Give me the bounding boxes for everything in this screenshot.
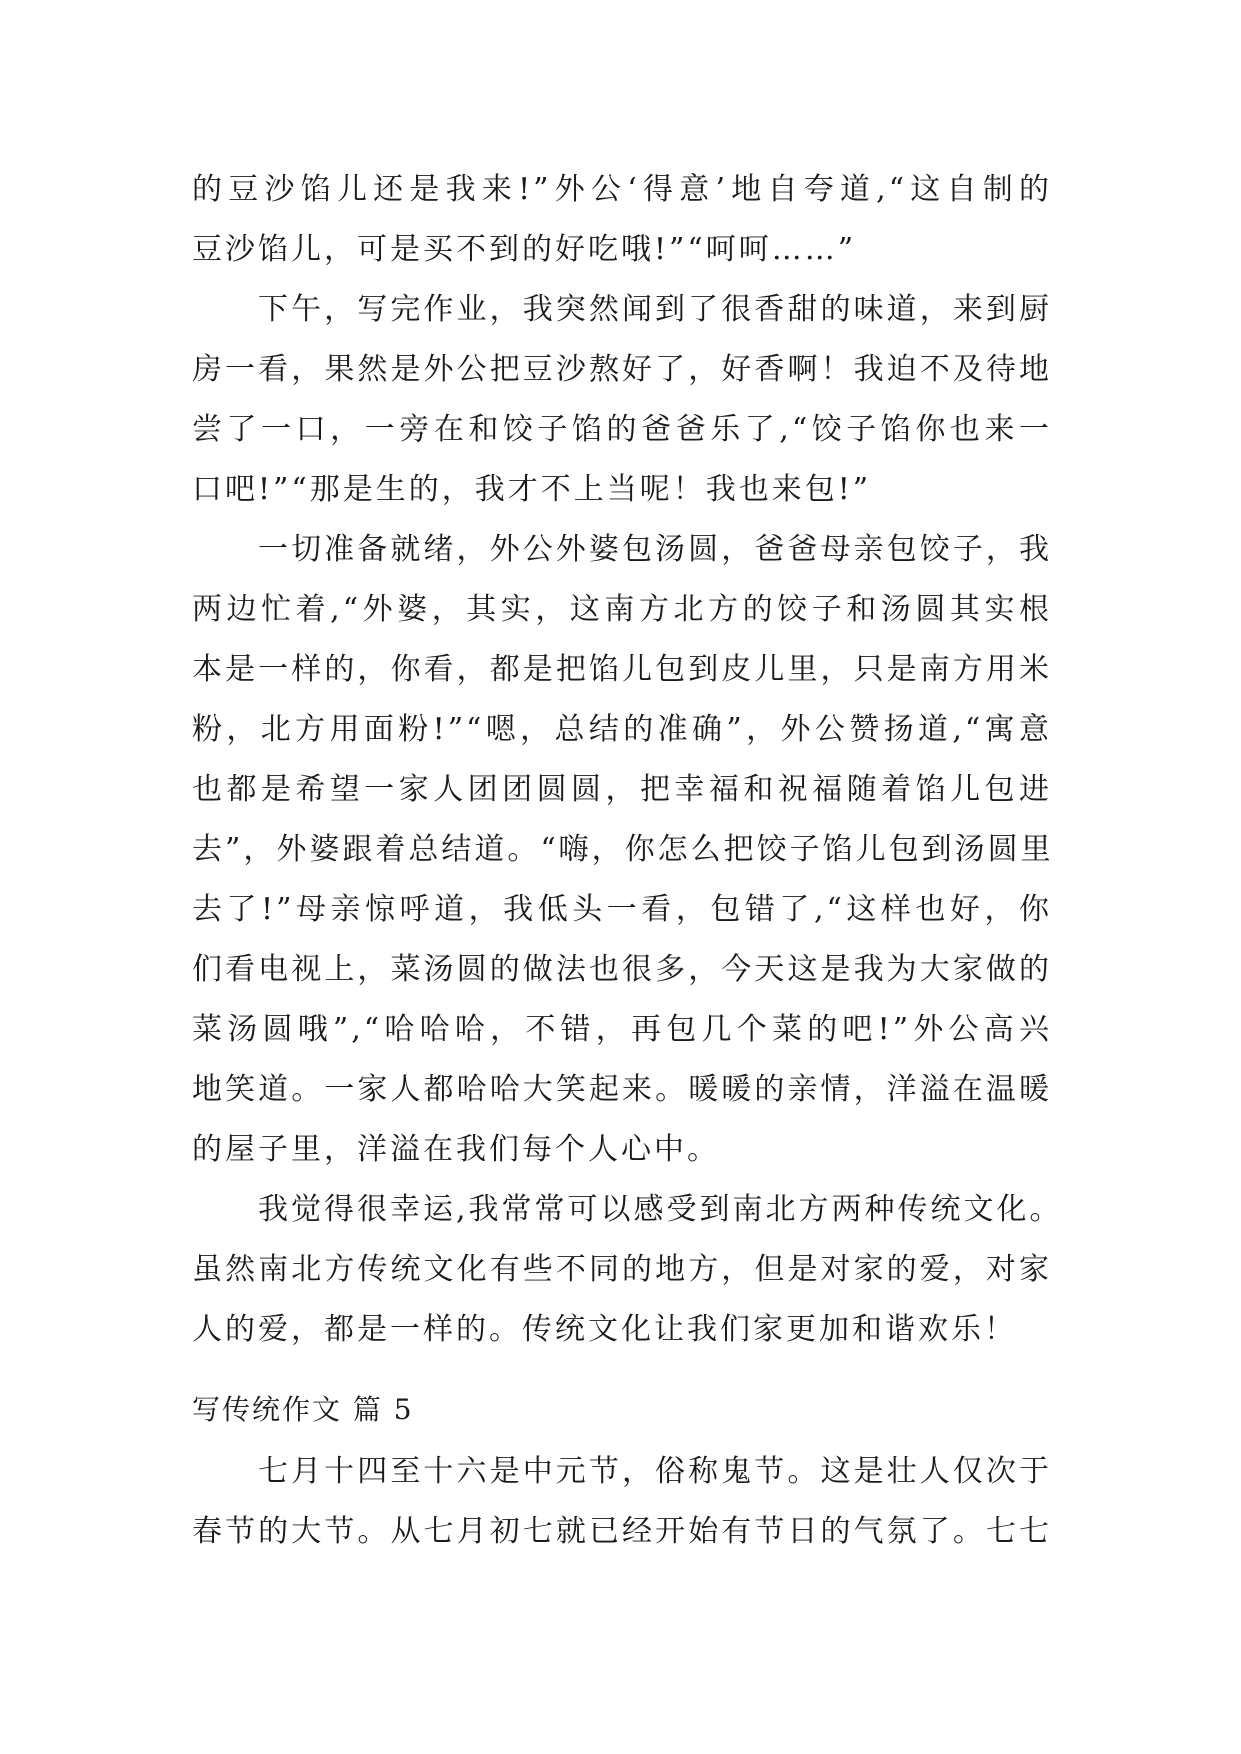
paragraph-line: 一切准备就绪，外公外婆包汤圆，爸爸母亲包饺子，我 [258,532,1052,567]
document-body [192,160,1063,1360]
paragraph-line: 去了!”母亲惊呼道，我低头一看，包错了,“这样也好，你 [192,892,1052,927]
paragraph-line: 们看电视上，菜汤圆的做法也很多，今天这是我为大家做的 [192,952,1052,987]
paragraph-line: 下午，写完作业，我突然闻到了很香甜的味道，来到厨 [258,292,1052,327]
paragraph-line: 七月十四至十六是中元节，俗称鬼节。这是壮人仅次于 [258,1454,1052,1489]
section-heading: 写传统作文 篇 5 [192,1393,414,1426]
paragraph-line: 虽然南北方传统文化有些不同的地方，但是对家的爱，对家 [192,1252,1052,1287]
paragraph-line: 粉，北方用面粉!”“嗯，总结的准确”，外公赞扬道,“寓意 [192,712,1052,747]
paragraph-line: 春节的大节。从七月初七就已经开始有节日的气氛了。七七 [192,1514,1052,1549]
paragraph-line: 豆沙馅儿，可是买不到的好吃哦!”“呵呵……” [192,232,857,267]
paragraph-line: 也都是希望一家人团团圆圆，把幸福和祝福随着馅儿包进 [192,772,1052,807]
paragraph-line: 我觉得很幸运,我常常可以感受到南北方两种传统文化。 [258,1192,1063,1227]
document-body-continued [192,1442,1052,1562]
paragraph-line: 的屋子里，洋溢在我们每个人心中。 [192,1132,720,1167]
paragraph-line: 的豆沙馅儿还是我来!”外公‘得意’地自夸道,“这自制的 [192,172,1052,207]
paragraph-line: 菜汤圆哦”,“哈哈哈，不错，再包几个菜的吧!”外公高兴 [192,1012,1052,1047]
paragraph-line: 地笑道。一家人都哈哈大笑起来。暖暖的亲情，洋溢在温暖 [192,1072,1052,1107]
paragraph-line: 本是一样的，你看，都是把馅儿包到皮儿里，只是南方用米 [192,652,1052,687]
paragraph-line: 房一看，果然是外公把豆沙熬好了，好香啊！我迫不及待地 [192,352,1052,387]
paragraph-line: 两边忙着,“外婆，其实，这南方北方的饺子和汤圆其实根 [192,592,1052,627]
paragraph-line: 尝了一口，一旁在和饺子馅的爸爸乐了,“饺子馅你也来一 [192,412,1052,447]
paragraph-line: 去”，外婆跟着总结道。“嗨，你怎么把饺子馅儿包到汤圆里 [192,832,1054,867]
paragraph-line: 口吧!”“那是生的，我才不上当呢！我也来包!” [192,472,872,507]
paragraph-line: 人的爱，都是一样的。传统文化让我们家更加和谐欢乐！ [192,1312,1017,1347]
